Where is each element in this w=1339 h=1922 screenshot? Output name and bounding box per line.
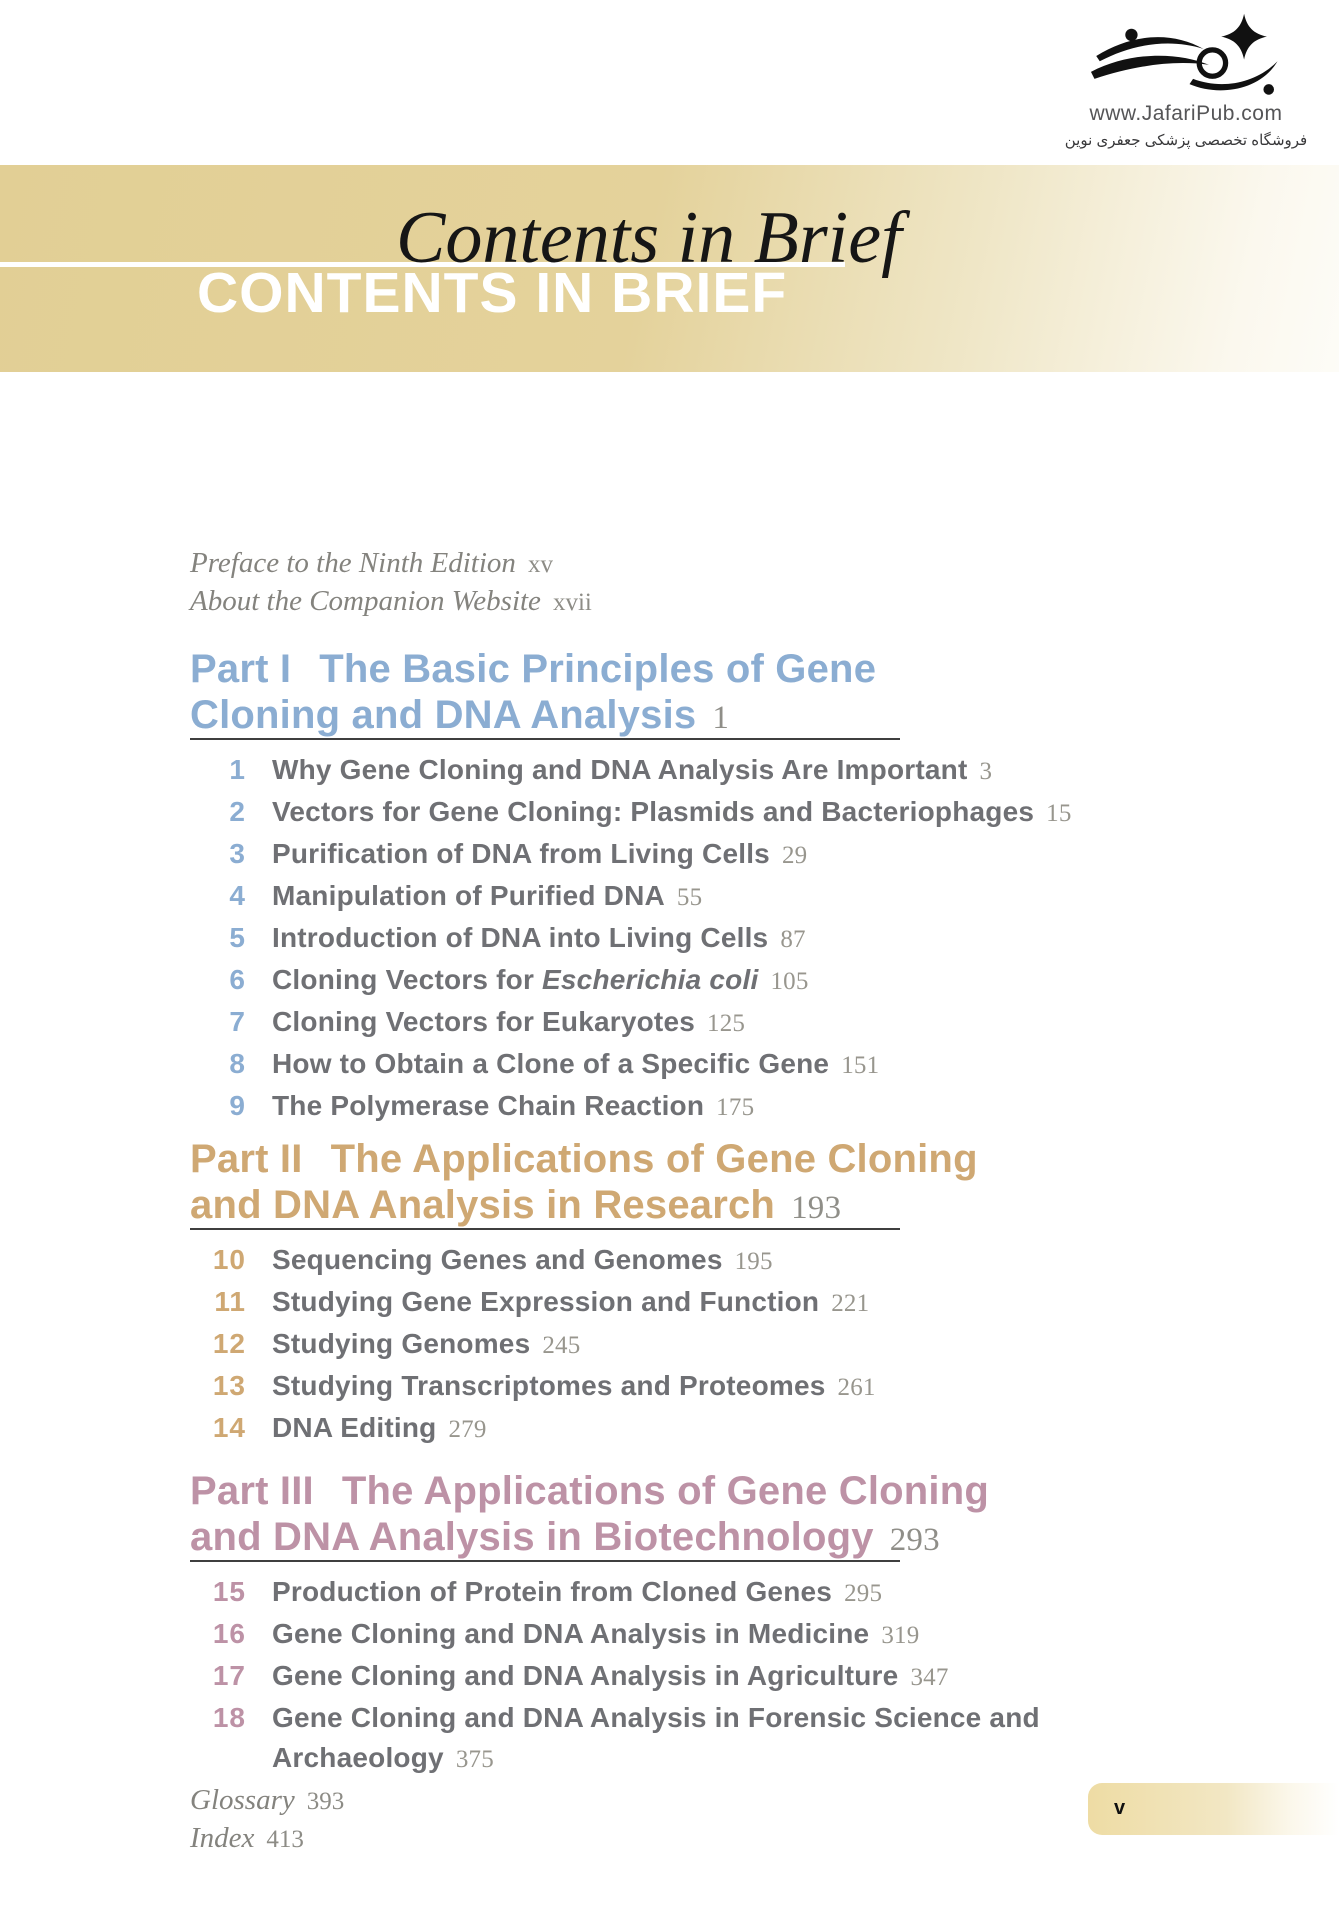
part-label: Part III (190, 1469, 314, 1513)
publisher-url: www.JafariPub.com (1089, 102, 1283, 125)
chapter-page-number: 347 (910, 1664, 949, 1691)
chapter-page-number: 125 (707, 1010, 746, 1037)
chapter-number: 3 (229, 838, 246, 869)
chapter-page-number: 195 (734, 1248, 773, 1275)
chapter-row (190, 1086, 1090, 1128)
part-page-number: 193 (791, 1190, 842, 1226)
chapter-title-text: Studying Genomes (272, 1328, 531, 1359)
chapter-number: 13 (212, 1370, 246, 1401)
chapter-title-text: The Polymerase Chain Reaction (272, 1090, 705, 1121)
chapter-number: 17 (212, 1660, 246, 1691)
chapter-row (190, 918, 1090, 960)
chapter-page-number: 319 (881, 1622, 920, 1649)
page-title: Contents in Brief (396, 197, 902, 279)
chapter-title-text: Introduction of DNA into Living Cells (272, 922, 769, 953)
chapter-title-text: Gene Cloning and DNA Analysis in Medicine (272, 1618, 870, 1649)
part-title-line1: The Basic Principles of Gene (319, 647, 877, 691)
back-matter-page-number: 413 (266, 1826, 304, 1853)
title-banner (0, 165, 1339, 372)
chapter-page-number: 55 (676, 884, 703, 911)
chapter-title (272, 876, 1090, 918)
chapter-title (272, 1572, 1090, 1614)
chapter-page-number: 3 (979, 758, 993, 785)
back-matter-label: Glossary (190, 1784, 295, 1816)
chapter-title-text: How to Obtain a Clone of a Specific Gene (272, 1048, 830, 1079)
jafari-calligraphy-icon (1066, 12, 1306, 100)
chapter-title (272, 1324, 1090, 1366)
chapter-title-species-italic: Escherichia coli (542, 964, 759, 995)
chapter-row (190, 792, 1090, 834)
chapter-list (190, 1240, 1090, 1450)
chapter-title-text: DNA Editing (272, 1412, 437, 1443)
part-section-3 (190, 1468, 1190, 1773)
chapter-number: 2 (229, 796, 246, 827)
chapter-row (190, 1698, 1090, 1780)
chapter-number: 6 (229, 964, 246, 995)
chapter-page-number: 15 (1046, 800, 1072, 827)
chapter-title (272, 1282, 1090, 1324)
chapter-page-number: 279 (448, 1416, 487, 1443)
chapter-row (190, 1614, 1090, 1656)
chapter-number: 12 (212, 1328, 246, 1359)
chapter-row (190, 1366, 1090, 1408)
chapter-title-text: Purification of DNA from Living Cells (272, 838, 770, 869)
chapter-row (190, 1002, 1090, 1044)
part-page-number: 1 (712, 700, 730, 736)
chapter-row (190, 1240, 1090, 1282)
chapter-number: 5 (229, 922, 246, 953)
chapter-row (190, 1572, 1090, 1614)
banner-title-caps: CONTENTS IN BRIEF (197, 261, 788, 325)
chapter-list (190, 1572, 1090, 1780)
front-matter-label: About the Companion Website (190, 585, 541, 617)
front-matter-item (190, 545, 592, 583)
chapter-number: 9 (229, 1090, 246, 1121)
chapter-page-number: 87 (780, 926, 806, 953)
publisher-logo (1048, 12, 1324, 149)
front-matter-page-number: xv (527, 551, 553, 578)
chapter-title-text: Studying Transcriptomes and Proteomes (272, 1370, 826, 1401)
chapter-row (190, 1656, 1090, 1698)
part-heading-rule (190, 1228, 900, 1230)
chapter-title (272, 792, 1090, 834)
chapter-number: 7 (229, 1006, 246, 1037)
chapter-number: 8 (229, 1048, 246, 1079)
chapter-row (190, 960, 1090, 1002)
part-heading (190, 1468, 1190, 1563)
chapter-title (272, 918, 1090, 960)
chapter-title-text: Cloning Vectors for Eukaryotes (272, 1006, 695, 1037)
part-heading-rule (190, 738, 900, 740)
part-heading (190, 1136, 1190, 1231)
part-page-number: 293 (889, 1522, 940, 1558)
chapter-page-number: 151 (841, 1052, 880, 1079)
chapter-title-text: Gene Cloning and DNA Analysis in Agriculture (272, 1660, 899, 1691)
chapter-title-text: Production of Protein from Cloned Genes (272, 1576, 833, 1607)
chapter-row (190, 750, 1090, 792)
chapter-page-number: 105 (770, 968, 809, 995)
part-section-1 (190, 646, 1190, 1121)
chapter-row (190, 1282, 1090, 1324)
chapter-number: 4 (229, 880, 246, 911)
chapter-title (272, 1044, 1090, 1086)
chapter-page-number: 261 (837, 1374, 876, 1401)
chapter-number: 15 (212, 1576, 246, 1607)
chapter-title (272, 1614, 1090, 1656)
chapter-number: 18 (212, 1702, 246, 1733)
chapter-title-text: Gene Cloning and DNA Analysis in Forensic Science and Archaeology (272, 1702, 1040, 1773)
part-title-line2: and DNA Analysis in Biotechnology (190, 1515, 874, 1559)
part-title-line2: Cloning and DNA Analysis (190, 693, 697, 737)
part-title-line1: The Applications of Gene Cloning (330, 1137, 978, 1181)
back-matter-list (190, 1782, 344, 1858)
chapter-number: 16 (212, 1618, 246, 1649)
back-matter-item (190, 1820, 344, 1858)
chapter-title-text: Manipulation of Purified DNA (272, 880, 665, 911)
chapter-page-number: 221 (831, 1290, 870, 1317)
chapter-title (272, 960, 1090, 1002)
chapter-number: 11 (214, 1286, 246, 1317)
chapter-title (272, 1086, 1090, 1128)
chapter-page-number: 175 (716, 1094, 755, 1121)
chapter-title-text: Why Gene Cloning and DNA Analysis Are Important (272, 754, 968, 785)
front-matter-page-number: xvii (552, 589, 592, 616)
front-matter-list (190, 545, 592, 621)
chapter-row (190, 1324, 1090, 1366)
part-section-2 (190, 1136, 1190, 1443)
chapter-page-number: 245 (542, 1332, 581, 1359)
back-matter-label: Index (190, 1822, 255, 1854)
chapter-title-text: Vectors for Gene Cloning: Plasmids and Bacteriophages (272, 796, 1035, 827)
folio-tab (1088, 1783, 1339, 1835)
part-label: Part I (190, 647, 292, 691)
chapter-number: 10 (212, 1244, 246, 1275)
front-matter-label: Preface to the Ninth Edition (190, 547, 516, 579)
chapter-title (272, 1408, 1090, 1450)
part-title-line2: and DNA Analysis in Research (190, 1183, 776, 1227)
chapter-list (190, 750, 1090, 1128)
chapter-number: 1 (229, 754, 246, 785)
chapter-page-number: 29 (781, 842, 808, 869)
chapter-title-text: Cloning Vectors for (272, 964, 543, 995)
chapter-title (272, 1240, 1090, 1282)
chapter-page-number: 295 (844, 1580, 883, 1607)
chapter-row (190, 1044, 1090, 1086)
chapter-title (272, 1656, 1090, 1698)
chapter-title-text: Sequencing Genes and Genomes (272, 1244, 723, 1275)
part-title-line1: The Applications of Gene Cloning (341, 1469, 990, 1513)
chapter-title (272, 1698, 1090, 1780)
chapter-title-text: Studying Gene Expression and Function (272, 1286, 820, 1317)
chapter-title (272, 1366, 1090, 1408)
back-matter-page-number: 393 (306, 1788, 345, 1815)
front-matter-item (190, 583, 592, 621)
chapter-row (190, 834, 1090, 876)
back-matter-item (190, 1782, 344, 1820)
chapter-number: 14 (212, 1412, 246, 1443)
chapter-title (272, 1002, 1090, 1044)
chapter-title (272, 834, 1090, 876)
chapter-row (190, 876, 1090, 918)
chapter-title (272, 750, 1090, 792)
publisher-tagline-farsi: فروشگاه تخصصی پزشکی جعفری نوین (1064, 132, 1308, 149)
part-heading-rule (190, 1560, 900, 1562)
chapter-row (190, 1408, 1090, 1450)
chapter-page-number: 375 (455, 1746, 494, 1773)
part-label: Part II (190, 1137, 303, 1181)
folio-page-number: v (1114, 1797, 1126, 1819)
part-heading (190, 646, 1190, 741)
